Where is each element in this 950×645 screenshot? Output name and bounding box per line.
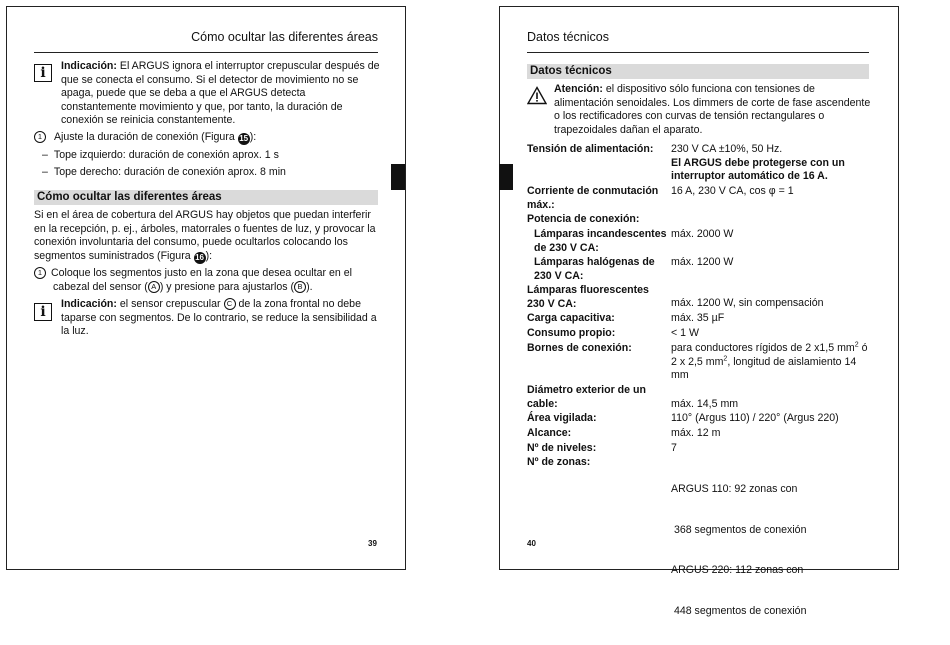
- note-text: el sensor crepuscular: [119, 298, 224, 310]
- dash-bullet: –: [42, 165, 48, 178]
- step-number-1: 1: [34, 131, 46, 143]
- page-39: [6, 6, 406, 570]
- spec-value-diametro: máx. 14,5 mm: [671, 398, 739, 410]
- page-number: 39: [368, 539, 377, 548]
- spec-value-fluorescentes: máx. 1200 W, sin compensación: [671, 297, 824, 309]
- spec-label-consumo: Consumo propio:: [527, 327, 616, 339]
- running-header: Cómo ocultar las diferentes áreas: [191, 30, 378, 44]
- list-item: [42, 149, 382, 163]
- spec-label-bornes: Bornes de conexión:: [527, 342, 632, 354]
- note-text: la luz.: [61, 325, 89, 337]
- bullet-list: [42, 149, 382, 179]
- spec-label-incandescentes: [534, 228, 668, 255]
- warning-note: [554, 83, 874, 137]
- figure-15-ref: 15: [239, 134, 249, 143]
- step-number-1: 1: [34, 267, 46, 279]
- spec-label-tension: Tensión de alimentación:: [527, 143, 654, 155]
- note-text: taparse con segmentos. De lo contrario, se reduce la sensibilidad a: [61, 311, 377, 324]
- note-text: que se conecta el consumo. Si el detector de movimiento no se: [61, 73, 359, 86]
- spec-value-text: 448 segmentos de conexión: [671, 604, 807, 617]
- note-indicacion-2: [61, 298, 381, 339]
- spec-label-line: Lámparas fluorescentes: [527, 284, 649, 296]
- note-text: de la zona frontal no debe: [235, 298, 361, 310]
- spec-label-line: 230 V CA:: [534, 269, 584, 282]
- dash-bullet: –: [42, 149, 48, 161]
- warning-text: o los rectificadores con curvas de tensión rectangulares o: [554, 110, 825, 122]
- spec-label-diametro: [527, 384, 667, 411]
- page-number: 40: [527, 539, 536, 548]
- step-place-segments: [34, 267, 384, 294]
- spec-value-text: ARGUS 220: 112 zonas con: [671, 564, 804, 576]
- label-a-marker: A: [148, 281, 160, 293]
- spec-label-line: Lámparas halógenas de: [534, 256, 655, 268]
- spec-value-bold: interruptor automático de 16 A.: [671, 170, 828, 182]
- warning-triangle-icon: [527, 86, 547, 105]
- note-indicacion-1: [61, 60, 381, 128]
- note-text: constantemente movimiento y que, por tanto, la duración de: [61, 100, 343, 113]
- spec-value-text: 230 V CA ±10%, 50 Hz.: [671, 143, 783, 155]
- spec-value-niveles: 7: [671, 442, 677, 454]
- spec-value-consumo: < 1 W: [671, 327, 699, 339]
- header-rule: [34, 52, 378, 53]
- list-item: [42, 166, 382, 180]
- spec-label-zonas: Nº de zonas:: [527, 456, 591, 468]
- note-text: apaga, puede que se deba a que el ARGUS detecta: [61, 87, 306, 99]
- superscript: 2: [854, 341, 859, 349]
- spec-label-line: cable:: [527, 397, 558, 410]
- header-rule: [527, 52, 869, 53]
- warning-text: trapezoidales dañan el aparato.: [554, 123, 703, 136]
- step-text: cabezal del sensor (: [53, 280, 148, 293]
- spec-label-carga: Carga capacitiva:: [527, 312, 615, 324]
- spec-label-alcance: Alcance:: [527, 427, 572, 439]
- warning-text: el dispositivo sólo funciona con tensiones de: [605, 83, 815, 95]
- spec-value-text: ó: [858, 342, 868, 354]
- note-text: El ARGUS ignora el interruptor crepuscular después de: [119, 60, 380, 72]
- step-adjust-duration: [34, 131, 379, 145]
- spec-value-tension: [671, 143, 873, 184]
- list-item-text: Tope izquierdo: duración de conexión aprox. 1 s: [53, 149, 279, 161]
- thumb-tab-marker: [391, 164, 405, 190]
- step-text: Coloque los segmentos justo en la zona que desea ocultar en el: [51, 267, 352, 279]
- warning-text: alimentación senoidales. Los dimmers de corte de fase ascendente: [554, 96, 871, 109]
- spec-label-halogenas: [534, 256, 668, 283]
- spec-value-text: para conductores rígidos de 2 x1,5 mm: [671, 342, 855, 354]
- note-text: conexión se reinicia constantemente.: [61, 114, 236, 126]
- spec-label-line: Lámparas incandescentes: [534, 228, 667, 240]
- step-text-end: ):: [249, 131, 257, 143]
- note-label: Indicación:: [61, 298, 117, 310]
- spec-value-corriente: 16 A, 230 V CA, cos φ = 1: [671, 185, 794, 197]
- spec-value-halogenas: máx. 1200 W: [671, 256, 734, 268]
- label-c-marker: C: [224, 298, 236, 310]
- spec-label-line: 230 V CA:: [527, 297, 577, 310]
- spec-value-text: , longitud de aislamiento 14: [727, 355, 857, 368]
- intro-line: en la recepción, p. ej., árboles, matorrales o fuentes de luz, y provocar la: [34, 222, 376, 235]
- info-icon: i: [34, 64, 52, 82]
- running-header: Datos técnicos: [527, 30, 609, 44]
- spec-value-zonas: [671, 456, 873, 645]
- spec-label-line: máx.:: [527, 198, 555, 211]
- spec-value-bornes: [671, 342, 873, 383]
- spec-value-incandescentes: máx. 2000 W: [671, 228, 734, 240]
- spec-label-line: Diámetro exterior de un: [527, 384, 646, 396]
- label-b-marker: B: [294, 281, 306, 293]
- thumb-tab-marker: [499, 164, 513, 190]
- step-text: ).: [306, 280, 313, 293]
- list-item-text: Tope derecho: duración de conexión aprox. 8 min: [53, 165, 286, 178]
- intro-line: Si en el área de cobertura del ARGUS hay objetos que puedan interferir: [34, 209, 371, 221]
- spec-label-corriente: [527, 185, 667, 212]
- spec-label-line: Corriente de conmutación: [527, 185, 659, 197]
- spec-label-potencia: Potencia de conexión:: [527, 213, 640, 225]
- section-heading: Datos técnicos: [527, 64, 869, 79]
- intro-line: conexión involuntaria del consumo, puede ocultarlos colocando los: [34, 236, 348, 248]
- info-icon: i: [34, 303, 52, 321]
- spec-label-fluorescentes: [527, 284, 667, 311]
- intro-line-end: ):: [205, 249, 213, 262]
- intro-line: segmentos suministrados (Figura: [34, 249, 194, 262]
- spec-value-text: ARGUS 110: 92 zonas con: [671, 483, 798, 495]
- spec-value-text: 368 segmentos de conexión: [671, 523, 807, 536]
- warning-label: Atención:: [554, 83, 603, 95]
- spec-value-area: 110° (Argus 110) / 220° (Argus 220): [671, 412, 839, 424]
- spec-value-text: 2 x 2,5 mm: [671, 355, 724, 368]
- spec-label-line: de 230 V CA:: [534, 241, 599, 254]
- spec-label-niveles: Nº de niveles:: [527, 442, 597, 454]
- step-text: ) y presione para ajustarlos (: [159, 280, 295, 293]
- spec-value-text: mm: [671, 369, 689, 381]
- spec-value-carga: máx. 35 µF: [671, 312, 725, 324]
- note-label: Indicación:: [61, 60, 117, 72]
- spec-value-alcance: máx. 12 m: [671, 427, 721, 439]
- figure-16-ref: 16: [195, 252, 205, 262]
- superscript: 2: [723, 354, 728, 362]
- page-40: [499, 6, 899, 617]
- spec-value-bold: El ARGUS debe protegerse con un: [671, 156, 845, 169]
- section-heading: Cómo ocultar las diferentes áreas: [34, 190, 378, 205]
- step-text: Ajuste la duración de conexión (Figura: [53, 131, 238, 143]
- section-intro: [34, 209, 384, 264]
- spec-label-area: Área vigilada:: [527, 412, 597, 424]
